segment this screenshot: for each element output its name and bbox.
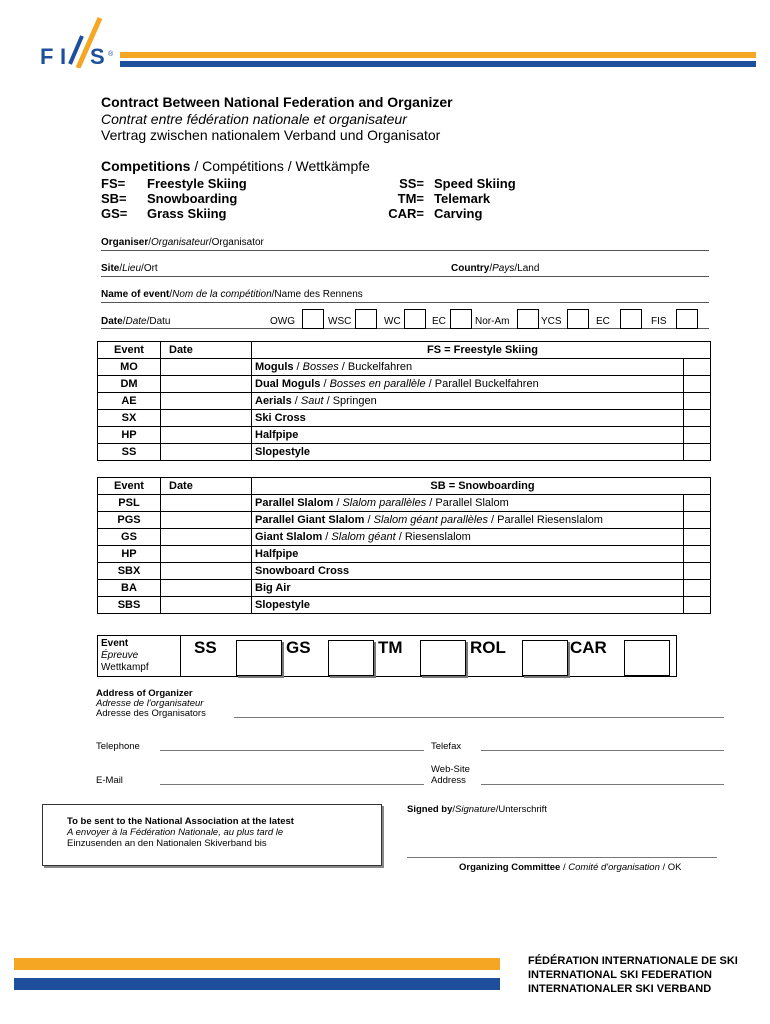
level-wsc: WSC [328, 316, 352, 327]
event-bar-label-de: Wettkampf [101, 662, 149, 673]
organiser-field[interactable] [101, 250, 709, 251]
telefax-label: Telefax [431, 741, 462, 752]
fs-date-header: Date [161, 342, 252, 359]
event-name-label: Name of event/Nom de la compétition/Name des Rennens [101, 289, 363, 300]
event-description: Slopestyle [252, 597, 684, 614]
event-description: Dual Moguls / Bosses en parallèle / Parallel Buckelfahren [252, 376, 684, 393]
table-row [98, 597, 711, 614]
fis-logo [38, 16, 118, 68]
table-row [98, 563, 711, 580]
event-bar-label-fr: Épreuve [101, 650, 139, 661]
table-row [98, 580, 711, 597]
date-cell[interactable] [161, 393, 252, 410]
date-cell[interactable] [161, 546, 252, 563]
fs-table-title: FS = Freestyle Skiing [252, 342, 711, 359]
date-cell[interactable] [161, 597, 252, 614]
bottom-yellow-stripe [14, 958, 500, 970]
notice-line-de: Einzusenden an den Nationalen Skiverband bis [67, 838, 267, 849]
svg-text:S: S [90, 44, 105, 68]
footer-line-fr: FÉDÉRATION INTERNATIONALE DE SKI [528, 955, 738, 967]
svg-text:®: ® [108, 51, 114, 58]
organizing-committee-label: Organizing Committee / Comité d'organisation / OK [459, 862, 682, 873]
event-code: GS [98, 529, 161, 546]
event-description: Halfpipe [252, 546, 684, 563]
event-description: Parallel Slalom / Slalom parallèles / Parallel Slalom [252, 495, 684, 512]
event-name-field[interactable] [101, 302, 709, 303]
website-label-1: Web-Site [431, 764, 470, 775]
sb-events-table [97, 477, 711, 614]
checkbox-ec[interactable] [450, 309, 472, 329]
checkbox-wsc[interactable] [355, 309, 377, 329]
event-checkbox[interactable] [684, 512, 711, 529]
site-label: Site/Lieu/Ort [101, 263, 158, 274]
event-code: DM [98, 376, 161, 393]
event-code: MO [98, 359, 161, 376]
website-label-2: Address [431, 775, 466, 786]
table-row [98, 359, 711, 376]
checkbox-wc[interactable] [404, 309, 426, 329]
event-description: Snowboard Cross [252, 563, 684, 580]
event-checkbox[interactable] [684, 580, 711, 597]
level-nor-am: Nor-Am [475, 316, 510, 327]
title-en: Contract Between National Federation and Organizer [101, 94, 453, 110]
date-cell[interactable] [161, 512, 252, 529]
checkbox-ycs[interactable] [567, 309, 589, 329]
event-code: AE [98, 393, 161, 410]
event-checkbox[interactable] [684, 563, 711, 580]
address-label-fr: Adresse de l'organisateur [96, 698, 204, 709]
checkbox-ss[interactable] [236, 640, 282, 676]
date-cell[interactable] [161, 410, 252, 427]
svg-text:I: I [60, 44, 67, 68]
signed-by-label: Signed by/Signature/Unterschrift [407, 804, 547, 815]
event-description: Big Air [252, 580, 684, 597]
email-label: E-Mail [96, 775, 123, 786]
telephone-label: Telephone [96, 741, 140, 752]
event-checkbox[interactable] [684, 546, 711, 563]
event-checkbox[interactable] [684, 376, 711, 393]
event-checkbox[interactable] [684, 410, 711, 427]
website-field[interactable] [481, 784, 724, 785]
event-code: SBS [98, 597, 161, 614]
footer-federation-names [528, 954, 738, 996]
event-code: HP [98, 427, 161, 444]
table-row [98, 393, 711, 410]
event-code: PGS [98, 512, 161, 529]
table-row [98, 376, 711, 393]
table-row [98, 444, 711, 461]
event-checkbox[interactable] [684, 597, 711, 614]
event-code-gs: GS [286, 638, 311, 657]
date-cell[interactable] [161, 359, 252, 376]
date-cell[interactable] [161, 427, 252, 444]
footer-line-en: INTERNATIONAL SKI FEDERATION [528, 969, 712, 981]
table-row [98, 546, 711, 563]
bottom-blue-stripe [14, 978, 500, 990]
event-checkbox[interactable] [684, 393, 711, 410]
checkbox-gs[interactable] [328, 640, 374, 676]
event-description: Slopestyle [252, 444, 684, 461]
event-description: Halfpipe [252, 427, 684, 444]
footer-line-de: INTERNATIONALER SKI VERBAND [528, 983, 712, 995]
event-description: Aerials / Saut / Springen [252, 393, 684, 410]
event-description: Ski Cross [252, 410, 684, 427]
checkbox-car[interactable] [624, 640, 670, 676]
checkbox-nor-am[interactable] [517, 309, 539, 329]
event-code: PSL [98, 495, 161, 512]
competitions-heading: Competitions / Compétitions / Wettkämpfe [101, 158, 370, 174]
address-label-de: Adresse des Organisators [96, 708, 206, 719]
sb-date-header: Date [161, 478, 252, 495]
event-bar-label-en: Event [101, 638, 129, 649]
event-code-rol: ROL [470, 638, 506, 657]
email-field[interactable] [160, 784, 424, 785]
event-code: BA [98, 580, 161, 597]
table-row [98, 427, 711, 444]
telephone-field[interactable] [160, 750, 424, 751]
event-description: Giant Slalom / Slalom géant / Riesenslalom [252, 529, 684, 546]
level-ec-2: EC [596, 316, 610, 327]
site-country-field[interactable] [101, 276, 709, 277]
event-description: Parallel Giant Slalom / Slalom géant parallèles / Parallel Riesenslalom [252, 512, 684, 529]
date-cell[interactable] [161, 580, 252, 597]
event-code-tm: TM [378, 638, 403, 657]
level-owg: OWG [270, 316, 295, 327]
checkbox-fis[interactable] [676, 309, 698, 329]
date-cell[interactable] [161, 444, 252, 461]
table-row [98, 529, 711, 546]
event-checkbox[interactable] [684, 495, 711, 512]
event-checkbox[interactable] [684, 444, 711, 461]
checkbox-ec-2[interactable] [620, 309, 642, 329]
notice-box [42, 804, 382, 866]
event-code: SBX [98, 563, 161, 580]
date-cell[interactable] [161, 529, 252, 546]
event-code-ss: SS [194, 638, 217, 657]
event-checkbox[interactable] [684, 359, 711, 376]
level-ec: EC [432, 316, 446, 327]
level-fis: FIS [651, 316, 667, 327]
event-description: Moguls / Bosses / Buckelfahren [252, 359, 684, 376]
event-checkbox[interactable] [684, 529, 711, 546]
competitions-right-codes: SS= Speed Skiing TM= Telemark CAR= Carving [388, 176, 516, 221]
telefax-field[interactable] [481, 750, 724, 751]
title-fr: Contrat entre fédération nationale et organisateur [101, 111, 407, 127]
title-de: Vertrag zwischen nationalem Verband und Organisator [101, 127, 441, 143]
country-label: Country/Pays/Land [451, 263, 540, 274]
level-ycs: YCS [541, 316, 562, 327]
top-blue-stripe [120, 61, 756, 67]
event-code: SX [98, 410, 161, 427]
fs-event-header: Event [98, 342, 161, 359]
checkbox-owg[interactable] [302, 309, 324, 329]
signature-field[interactable] [407, 857, 717, 858]
address-label-en: Address of Organizer [96, 688, 193, 699]
date-cell[interactable] [161, 495, 252, 512]
fs-events-table [97, 341, 711, 461]
event-selection-bar [97, 635, 677, 677]
competitions-left-codes: FS= Freestyle Skiing SB= Snowboarding GS= Grass Skiing [101, 176, 247, 221]
date-cell[interactable] [161, 376, 252, 393]
event-code: HP [98, 546, 161, 563]
sb-table-title: SB = Snowboarding [252, 478, 711, 495]
table-row [98, 495, 711, 512]
organiser-label: Organiser/Organisateur/Organisator [101, 237, 264, 248]
svg-text:F: F [40, 44, 54, 68]
table-row [98, 410, 711, 427]
date-cell[interactable] [161, 563, 252, 580]
notice-line-en: To be sent to the National Association at the latest [67, 816, 294, 827]
checkbox-rol[interactable] [522, 640, 568, 676]
event-code: SS [98, 444, 161, 461]
address-field[interactable] [234, 717, 724, 718]
table-row [98, 512, 711, 529]
top-yellow-stripe [120, 52, 756, 58]
checkbox-tm[interactable] [420, 640, 466, 676]
notice-line-fr: A envoyer à la Fédération Nationale, au plus tard le [67, 827, 284, 838]
event-checkbox[interactable] [684, 427, 711, 444]
event-code-car: CAR [570, 638, 607, 657]
date-label: Date/Date/Datu [101, 316, 171, 327]
level-wc: WC [384, 316, 401, 327]
sb-event-header: Event [98, 478, 161, 495]
